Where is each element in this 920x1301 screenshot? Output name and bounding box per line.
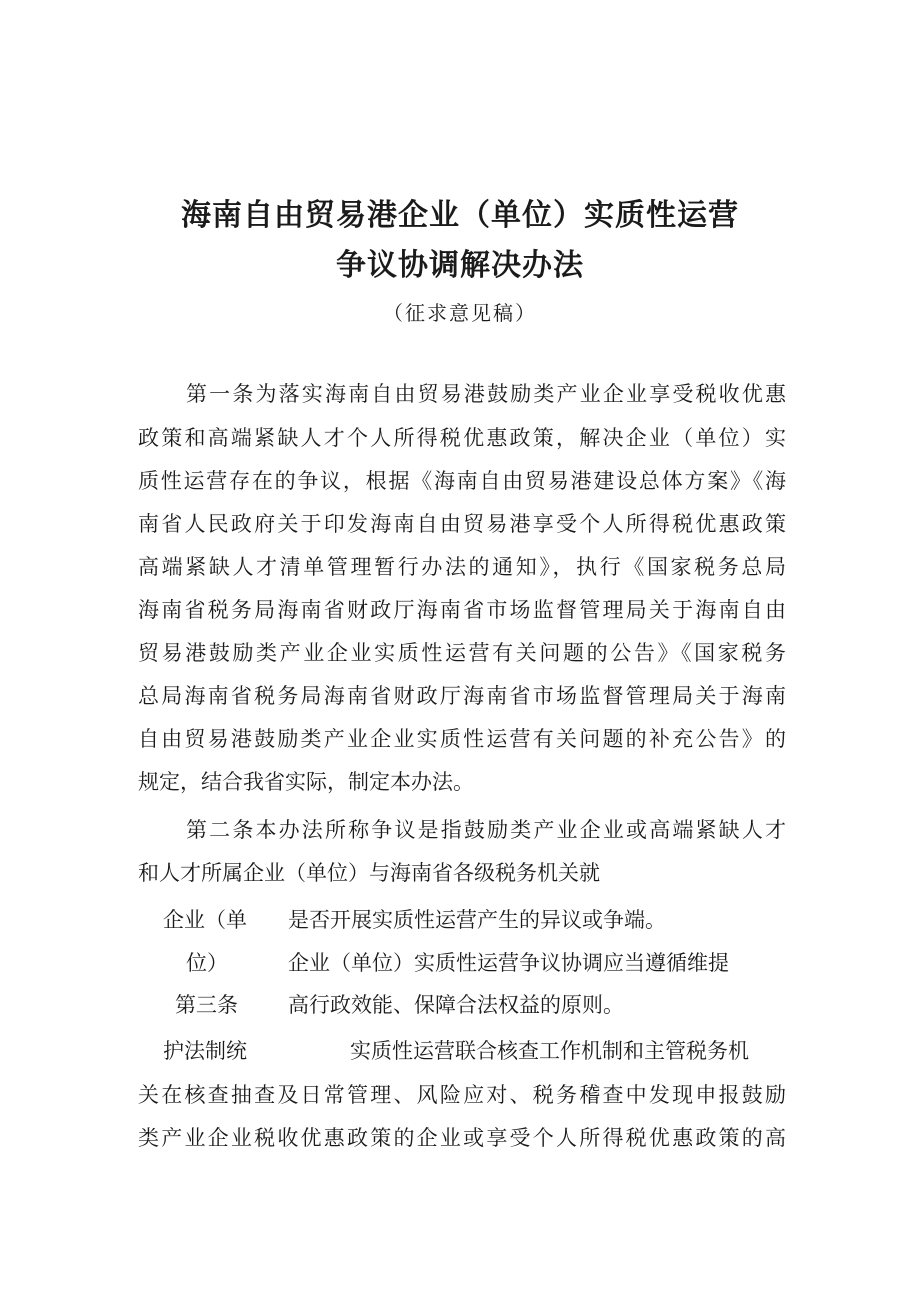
document-title-line-2: 争议协调解决办法 <box>336 248 584 283</box>
article-2-line: 第二条本办法所称争议是指鼓励类产业企业或高端紧缺人才 <box>186 818 786 842</box>
article-1-line: 总局海南省税务局海南省财政厅海南省市场监督管理局关于海南 <box>138 684 786 708</box>
document-subtitle: （征求意见稿） <box>383 301 537 325</box>
article-1-line: 质性运营存在的争议，根据《海南自由贸易港建设总体方案》《海 <box>138 469 786 493</box>
article-1-line: 自由贸易港鼓励类产业企业实质性运营有关问题的补充公告》的 <box>138 727 786 751</box>
column-fragment: 企业（单 <box>163 908 247 932</box>
article-1-line: 贸易港鼓励类产业企业实质性运营有关问题的公告》《国家税务 <box>138 641 786 665</box>
column-fragment: 是否开展实质性运营产生的异议或争端。 <box>288 908 666 932</box>
article-2-line: 和人才所属企业（单位）与海南省各级税务机关就 <box>138 861 600 885</box>
column-fragment: 企业（单位）实质性运营争议协调应当遵循维提 <box>288 951 729 975</box>
article-1-line: 海南省税务局海南省财政厅海南省市场监督管理局关于海南自由 <box>138 598 786 622</box>
article-1-line: 政策和高端紧缺人才个人所得税优惠政策，解决企业（单位）实 <box>138 426 786 450</box>
article-1-line: 南省人民政府关于印发海南自由贸易港享受个人所得税优惠政策 <box>138 512 786 536</box>
column-fragment: 第三条 <box>175 993 238 1017</box>
column-fragment: 高行政效能、保障合法权益的原则。 <box>288 993 624 1017</box>
document-title-line-1: 海南自由贸易港企业（单位）实质性运营 <box>181 198 739 233</box>
column-fragment: 位） <box>186 951 228 975</box>
column-fragment: 护法制统 <box>163 1039 247 1063</box>
article-3-line: 关在核查抽查及日常管理、风险应对、税务稽查中发现申报鼓励 <box>138 1083 786 1107</box>
article-1-line: 第一条为落实海南自由贸易港鼓励类产业企业享受税收优惠 <box>186 382 786 406</box>
article-3-line: 类产业企业税收优惠政策的企业或享受个人所得税优惠政策的高 <box>138 1126 786 1150</box>
column-fragment: 实质性运营联合核查工作机制和主管税务机 <box>350 1039 749 1063</box>
article-1-line: 规定，结合我省实际，制定本办法。 <box>138 770 474 794</box>
article-1-line: 高端紧缺人才清单管理暂行办法的通知》，执行《国家税务总局 <box>138 555 786 579</box>
